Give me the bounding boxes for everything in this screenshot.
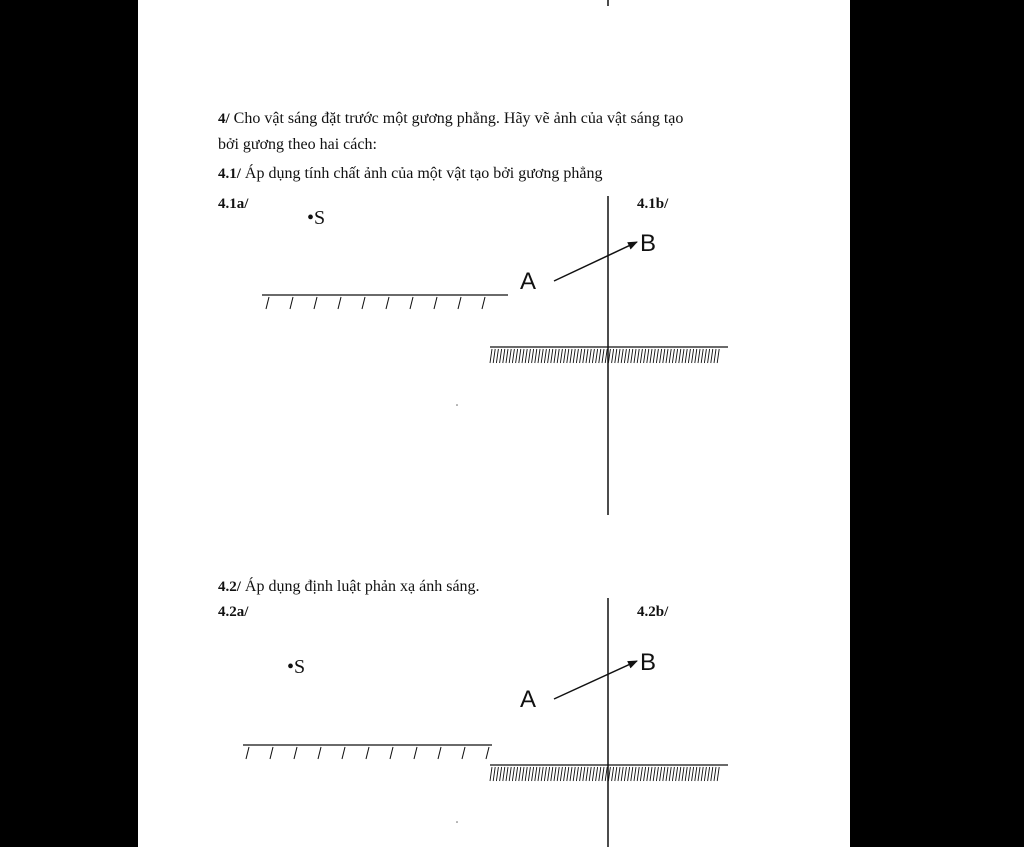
mirror-hatch-mark bbox=[294, 747, 297, 759]
mirror-hatch-mark bbox=[615, 349, 617, 363]
mirror-hatch-mark bbox=[362, 297, 365, 309]
mirror-hatch-mark bbox=[640, 767, 642, 781]
mirror-hatch-mark bbox=[458, 297, 461, 309]
mirror-hatch-mark bbox=[554, 767, 556, 781]
mirror-hatch-mark bbox=[586, 349, 588, 363]
mirror-hatch-mark bbox=[486, 747, 489, 759]
mirror-hatch-mark bbox=[512, 767, 514, 781]
mirror-hatch-mark bbox=[692, 767, 694, 781]
mirror-hatch-mark bbox=[576, 349, 578, 363]
mirror-hatch-mark bbox=[589, 767, 591, 781]
mirror-hatch-mark bbox=[541, 767, 543, 781]
part2-mirror-a-hatch bbox=[246, 747, 489, 759]
mirror-hatch-mark bbox=[647, 349, 649, 363]
mirror-hatch-mark bbox=[631, 767, 633, 781]
mirror-hatch-mark bbox=[516, 767, 518, 781]
mirror-hatch-mark bbox=[605, 349, 607, 363]
mirror-hatch-mark bbox=[525, 349, 527, 363]
mirror-hatch-mark bbox=[634, 349, 636, 363]
part2-point-a: A bbox=[520, 686, 537, 713]
problem-statement-line2: bởi gương theo hai cách: bbox=[218, 136, 377, 153]
mirror-hatch-mark bbox=[544, 767, 546, 781]
mirror-hatch-mark bbox=[567, 349, 569, 363]
mirror-hatch-mark bbox=[605, 767, 607, 781]
mirror-hatch-mark bbox=[631, 349, 633, 363]
mirror-hatch-mark bbox=[660, 767, 662, 781]
stray-dot bbox=[456, 821, 458, 823]
mirror-hatch-mark bbox=[482, 297, 485, 309]
mirror-hatch-mark bbox=[602, 349, 604, 363]
mirror-hatch-mark bbox=[564, 349, 566, 363]
mirror-hatch-mark bbox=[532, 349, 534, 363]
mirror-hatch-mark bbox=[567, 767, 569, 781]
mirror-hatch-mark bbox=[503, 767, 505, 781]
mirror-hatch-mark bbox=[270, 747, 273, 759]
mirror-hatch-mark bbox=[512, 349, 514, 363]
mirror-hatch-mark bbox=[679, 349, 681, 363]
part1-point-a: A bbox=[520, 268, 537, 295]
mirror-hatch-mark bbox=[714, 767, 716, 781]
part2-label-b: 4.2b/ bbox=[637, 604, 669, 620]
mirror-hatch-mark bbox=[688, 349, 690, 363]
mirror-hatch-mark bbox=[672, 349, 674, 363]
mirror-hatch-mark bbox=[548, 767, 550, 781]
mirror-hatch-mark bbox=[676, 767, 678, 781]
mirror-hatch-mark bbox=[532, 767, 534, 781]
mirror-hatch-mark bbox=[266, 297, 269, 309]
mirror-hatch-mark bbox=[462, 747, 465, 759]
mirror-hatch-mark bbox=[493, 767, 495, 781]
mirror-hatch-mark bbox=[560, 767, 562, 781]
part1-mirror-a bbox=[262, 295, 508, 309]
part2-mirror-a bbox=[243, 745, 492, 759]
mirror-hatch-mark bbox=[663, 349, 665, 363]
mirror-hatch-mark bbox=[570, 349, 572, 363]
mirror-hatch-mark bbox=[695, 349, 697, 363]
part1-heading-text: Áp dụng tính chất ảnh của một vật tạo bởi gương phẳng bbox=[244, 165, 603, 182]
mirror-hatch-mark bbox=[490, 349, 492, 363]
mirror-hatch-mark bbox=[637, 767, 639, 781]
mirror-hatch-mark bbox=[618, 349, 620, 363]
mirror-hatch-mark bbox=[538, 767, 540, 781]
mirror-hatch-mark bbox=[390, 747, 393, 759]
mirror-hatch-mark bbox=[612, 767, 614, 781]
mirror-hatch-mark bbox=[666, 767, 668, 781]
mirror-hatch-mark bbox=[314, 297, 317, 309]
mirror-hatch-mark bbox=[386, 297, 389, 309]
mirror-hatch-mark bbox=[290, 297, 293, 309]
part1-point-b: B bbox=[640, 230, 657, 257]
mirror-hatch-mark bbox=[342, 747, 345, 759]
mirror-hatch-mark bbox=[647, 767, 649, 781]
mirror-hatch-mark bbox=[704, 767, 706, 781]
mirror-hatch-mark bbox=[634, 767, 636, 781]
mirror-hatch-mark bbox=[596, 349, 598, 363]
mirror-hatch-mark bbox=[544, 349, 546, 363]
mirror-hatch-mark bbox=[669, 349, 671, 363]
mirror-hatch-mark bbox=[596, 767, 598, 781]
mirror-hatch-mark bbox=[650, 767, 652, 781]
mirror-hatch-mark bbox=[708, 767, 710, 781]
mirror-hatch-mark bbox=[599, 767, 601, 781]
mirror-hatch-mark bbox=[624, 767, 626, 781]
mirror-hatch-mark bbox=[653, 349, 655, 363]
mirror-hatch-mark bbox=[621, 349, 623, 363]
mirror-hatch-mark bbox=[551, 767, 553, 781]
mirror-hatch-mark bbox=[583, 767, 585, 781]
mirror-hatch-mark bbox=[564, 767, 566, 781]
mirror-hatch-mark bbox=[685, 349, 687, 363]
mirror-hatch-mark bbox=[434, 297, 437, 309]
mirror-hatch-mark bbox=[509, 349, 511, 363]
mirror-hatch-mark bbox=[338, 297, 341, 309]
part1-object-ab-arrow bbox=[554, 242, 637, 281]
part1-mirror-a-hatch bbox=[266, 297, 485, 309]
mirror-hatch-mark bbox=[682, 767, 684, 781]
mirror-hatch-mark bbox=[554, 349, 556, 363]
mirror-hatch-mark bbox=[644, 767, 646, 781]
part2-point-s: •S bbox=[287, 656, 306, 678]
mirror-hatch-mark bbox=[644, 349, 646, 363]
mirror-hatch-mark bbox=[592, 349, 594, 363]
mirror-hatch-mark bbox=[583, 349, 585, 363]
mirror-hatch-mark bbox=[506, 767, 508, 781]
mirror-hatch-mark bbox=[589, 349, 591, 363]
mirror-hatch-mark bbox=[711, 349, 713, 363]
mirror-hatch-mark bbox=[528, 767, 530, 781]
mirror-hatch-mark bbox=[509, 767, 511, 781]
mirror-hatch-mark bbox=[717, 349, 719, 363]
mirror-hatch-mark bbox=[516, 349, 518, 363]
mirror-hatch-mark bbox=[618, 767, 620, 781]
problem-text-line1: Cho vật sáng đặt trước một gương phẳng. Hãy vẽ ảnh của vật sáng tạo bbox=[233, 110, 684, 127]
mirror-hatch-mark bbox=[493, 349, 495, 363]
mirror-hatch-mark bbox=[500, 349, 502, 363]
stray-dot bbox=[456, 404, 458, 406]
mirror-hatch-mark bbox=[650, 349, 652, 363]
mirror-hatch-mark bbox=[628, 767, 630, 781]
mirror-hatch-mark bbox=[496, 349, 498, 363]
mirror-hatch-mark bbox=[695, 767, 697, 781]
mirror-hatch-mark bbox=[685, 767, 687, 781]
mirror-hatch-mark bbox=[701, 767, 703, 781]
mirror-hatch-mark bbox=[704, 349, 706, 363]
mirror-hatch-mark bbox=[615, 767, 617, 781]
mirror-hatch-mark bbox=[640, 349, 642, 363]
part1-label-b: 4.1b/ bbox=[637, 196, 669, 212]
mirror-hatch-mark bbox=[708, 349, 710, 363]
mirror-hatch-mark bbox=[410, 297, 413, 309]
mirror-hatch-mark bbox=[522, 349, 524, 363]
mirror-hatch-mark bbox=[637, 349, 639, 363]
mirror-hatch-mark bbox=[548, 349, 550, 363]
part2-label-a: 4.2a/ bbox=[218, 604, 249, 620]
mirror-hatch-mark bbox=[541, 349, 543, 363]
mirror-hatch-mark bbox=[711, 767, 713, 781]
mirror-hatch-mark bbox=[663, 767, 665, 781]
part2-number: 4.2/ bbox=[218, 579, 241, 595]
mirror-hatch-mark bbox=[602, 767, 604, 781]
mirror-hatch-mark bbox=[688, 767, 690, 781]
mirror-hatch-mark bbox=[656, 767, 658, 781]
mirror-hatch-mark bbox=[438, 747, 441, 759]
mirror-hatch-mark bbox=[522, 767, 524, 781]
mirror-hatch-mark bbox=[624, 349, 626, 363]
part1-mirror-b-hatch bbox=[490, 349, 719, 363]
mirror-hatch-mark bbox=[621, 767, 623, 781]
mirror-hatch-mark bbox=[698, 767, 700, 781]
problem-number: 4/ bbox=[218, 111, 230, 127]
mirror-hatch-mark bbox=[503, 349, 505, 363]
part1-number: 4.1/ bbox=[218, 166, 241, 182]
mirror-hatch-mark bbox=[580, 349, 582, 363]
mirror-hatch-mark bbox=[535, 349, 537, 363]
mirror-hatch-mark bbox=[628, 349, 630, 363]
part2-mirror-b bbox=[490, 765, 728, 781]
mirror-hatch-mark bbox=[701, 349, 703, 363]
mirror-hatch-mark bbox=[538, 349, 540, 363]
mirror-hatch-mark bbox=[318, 747, 321, 759]
mirror-hatch-mark bbox=[656, 349, 658, 363]
mirror-hatch-mark bbox=[535, 767, 537, 781]
mirror-hatch-mark bbox=[519, 349, 521, 363]
mirror-hatch-mark bbox=[557, 349, 559, 363]
part2-mirror-b-hatch bbox=[490, 767, 719, 781]
mirror-hatch-mark bbox=[525, 767, 527, 781]
mirror-hatch-mark bbox=[660, 349, 662, 363]
mirror-hatch-mark bbox=[586, 767, 588, 781]
part1-mirror-b bbox=[490, 347, 728, 363]
mirror-hatch-mark bbox=[692, 349, 694, 363]
mirror-hatch-mark bbox=[570, 767, 572, 781]
mirror-hatch-mark bbox=[366, 747, 369, 759]
mirror-hatch-mark bbox=[246, 747, 249, 759]
mirror-hatch-mark bbox=[506, 349, 508, 363]
mirror-hatch-mark bbox=[672, 767, 674, 781]
mirror-hatch-mark bbox=[612, 349, 614, 363]
mirror-hatch-mark bbox=[490, 767, 492, 781]
mirror-hatch-mark bbox=[519, 767, 521, 781]
mirror-hatch-mark bbox=[560, 349, 562, 363]
mirror-hatch-mark bbox=[576, 767, 578, 781]
mirror-hatch-mark bbox=[557, 767, 559, 781]
part1-label-a: 4.1a/ bbox=[218, 196, 249, 212]
part2-object-ab-arrow bbox=[554, 661, 637, 699]
mirror-hatch-mark bbox=[573, 767, 575, 781]
mirror-hatch-mark bbox=[717, 767, 719, 781]
mirror-hatch-mark bbox=[573, 349, 575, 363]
mirror-hatch-mark bbox=[682, 349, 684, 363]
mirror-hatch-mark bbox=[714, 349, 716, 363]
mirror-hatch-mark bbox=[676, 349, 678, 363]
mirror-hatch-mark bbox=[414, 747, 417, 759]
mirror-hatch-mark bbox=[528, 349, 530, 363]
part2-heading-text: Áp dụng định luật phản xạ ánh sáng. bbox=[244, 578, 480, 595]
mirror-hatch-mark bbox=[592, 767, 594, 781]
mirror-hatch-mark bbox=[580, 767, 582, 781]
mirror-hatch-mark bbox=[500, 767, 502, 781]
part1-point-s: •S bbox=[307, 207, 326, 229]
mirror-hatch-mark bbox=[666, 349, 668, 363]
mirror-hatch-mark bbox=[496, 767, 498, 781]
mirror-hatch-mark bbox=[698, 349, 700, 363]
mirror-hatch-mark bbox=[679, 767, 681, 781]
mirror-hatch-mark bbox=[551, 349, 553, 363]
mirror-hatch-mark bbox=[653, 767, 655, 781]
mirror-hatch-mark bbox=[669, 767, 671, 781]
part2-point-b: B bbox=[640, 649, 657, 676]
mirror-hatch-mark bbox=[599, 349, 601, 363]
